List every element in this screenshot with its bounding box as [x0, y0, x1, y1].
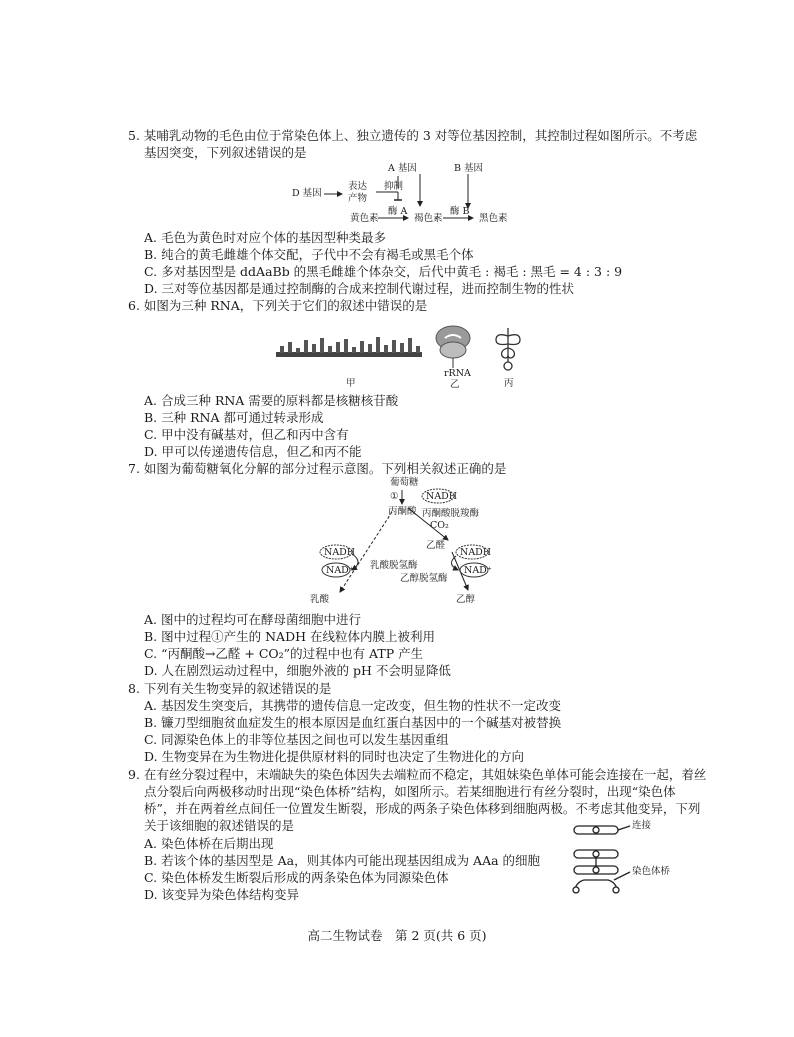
q7-option-a: A. 图中的过程均可在酵母菌细胞中进行	[144, 612, 361, 627]
q9-chromosome-bridge-diagram	[570, 818, 680, 900]
q9-stem-line4: 关于该细胞的叙述错误的是	[144, 818, 295, 833]
q9-option-c: C. 染色体桥发生断裂后形成的两条染色体为同源染色体	[144, 870, 449, 885]
q7-pyruvate-label: 丙酮酸	[388, 506, 417, 517]
q9-option-a: A. 染色体桥在后期出现	[144, 836, 274, 851]
q6-option-b: B. 三种 RNA 都可通过转录形成	[144, 410, 324, 425]
q5-enzyme-b-label: 酶 B	[450, 206, 470, 217]
q5-stem-line2: 基因突变，下列叙述错误的是	[144, 145, 307, 160]
q8-option-d: D. 生物变异在为生物进化提供原材料的同时也决定了生物进化的方向	[144, 749, 525, 764]
q7-nad-right: NAD⁺	[464, 565, 492, 576]
q7-ldh-label: 乳酸脱氢酶	[370, 560, 418, 571]
q7-co2-label: CO₂	[430, 520, 449, 531]
q8-option-a: A. 基因发生突变后，其携带的遗传信息一定改变，但生物的性状不一定改变	[144, 698, 561, 713]
q5-black-pigment: 黑色素	[479, 213, 508, 224]
q7-option-b: B. 图中过程①产生的 NADH 在线粒体内膜上被利用	[144, 629, 435, 644]
trna-icon	[496, 328, 520, 370]
q7-nadh-top: NADH	[426, 491, 458, 502]
q9-stem-line1: 9. 在有丝分裂过程中，末端缺失的染色体因失去端粒而不稳定，其姐妹染色单体可能会连接在一起，着丝	[128, 767, 707, 782]
q5-stem-line1: 5. 某哺乳动物的毛色由位于常染色体上、独立遗传的 3 对等位基因控制，其控制过程如图所示。不考虑	[128, 128, 698, 143]
q6-option-a: A. 合成三种 RNA 需要的原料都是核糖核苷酸	[144, 393, 399, 408]
mrna-strand-icon	[276, 337, 422, 357]
q6-label-rrna: rRNA	[444, 368, 471, 379]
q7-option-c: C. “丙酮酸→乙醛 + CO₂”的过程中也有 ATP 产生	[144, 646, 424, 661]
q5-option-c: C. 多对基因型是 ddAaBb 的黑毛雌雄个体杂交，后代中黄毛 : 褐毛 : 黑毛 = 4 : 3 : 9	[144, 264, 623, 279]
q6-stem: 6. 如图为三种 RNA，下列关于它们的叙述中错误的是	[128, 298, 428, 313]
q5-brown-pigment: 褐色素	[414, 213, 443, 224]
q6-label-yi: 乙	[450, 379, 460, 390]
chromosome-icon	[573, 826, 630, 893]
q8-option-c: C. 同源染色体上的非等位基因之间也可以发生基因重组	[144, 732, 449, 747]
q7-step-1-label: ①	[390, 491, 399, 502]
q5-expression-label: 表达	[348, 181, 368, 192]
q8-stem: 8. 下列有关生物变异的叙述错误的是	[128, 681, 332, 696]
q5-inhibit-label: 抑制	[384, 181, 404, 192]
q5-option-b: B. 纯合的黄毛雌雄个体交配，子代中不会有褐毛或黑毛个体	[144, 247, 474, 262]
q5-enzyme-a-label: 酶 A	[388, 206, 408, 217]
q9-option-d: D. 该变异为染色体结构变异	[144, 887, 300, 902]
q9-chromosome-shapes	[570, 818, 680, 900]
q5-d-gene-label: D 基因	[292, 188, 322, 199]
q5-option-a: A. 毛色为黄色时对应个体的基因型种类最多	[144, 230, 386, 245]
q5-option-d: D. 三对等位基因都是通过控制酶的合成来控制代谢过程，进而控制生物的性状	[144, 281, 575, 296]
q7-adh-label: 乙醇脱氢酶	[400, 573, 448, 584]
q5-gene-pathway-diagram	[290, 160, 550, 232]
q5-product-label: 产物	[348, 193, 368, 204]
q8-option-b: B. 镰刀型细胞贫血症发生的根本原因是血红蛋白基因中的一个碱基对被替换	[144, 715, 562, 730]
q7-nadh-right: NADH	[460, 547, 492, 558]
q6-rna-shapes	[270, 322, 540, 390]
q7-acetaldehyde-label: 乙醛	[426, 540, 446, 551]
q7-glucose-pathway-diagram	[310, 474, 510, 608]
q7-nad-left: NAD⁺	[326, 565, 354, 576]
q7-lactate-label: 乳酸	[310, 594, 330, 605]
q7-glucose-label: 葡萄糖	[390, 477, 419, 488]
q7-pdc-label: 丙酮酸脱羧酶	[422, 508, 480, 519]
q9-bridge-label: 染色体桥	[632, 866, 671, 877]
ribosome-icon	[436, 326, 470, 368]
q6-rna-diagram	[270, 322, 540, 390]
q6-option-c: C. 甲中没有碱基对，但乙和丙中含有	[144, 427, 349, 442]
q5-yellow-pigment: 黄色素	[350, 213, 379, 224]
q9-connect-label: 连接	[632, 820, 652, 831]
q9-option-b: B. 若该个体的基因型是 Aa，则其体内可能出现基因组成为 AAa 的细胞	[144, 853, 541, 868]
q7-pathway-arrows	[310, 474, 510, 608]
q7-option-d: D. 人在剧烈运动过程中，细胞外液的 pH 不会明显降低	[144, 663, 451, 678]
page-footer: 高二生物试卷 第 2 页(共 6 页)	[307, 928, 487, 943]
q5-b-gene-label: B 基因	[454, 163, 484, 174]
q6-label-bing: 丙	[504, 378, 514, 389]
q7-ethanol-label: 乙醇	[456, 594, 476, 605]
q5-a-gene-label: A 基因	[388, 163, 417, 174]
q9-stem-line3: 桥”，并在两着丝点间任一位置发生断裂，形成的两条子染色体移到细胞两极。不考虑其他变异，下列	[144, 801, 701, 816]
q6-label-jia: 甲	[346, 378, 356, 389]
q7-nadh-left: NADH	[324, 547, 356, 558]
q7-stem: 7. 如图为葡萄糖氧化分解的部分过程示意图。下列相关叙述正确的是	[128, 461, 507, 476]
q6-option-d: D. 甲可以传递遗传信息，但乙和丙不能	[144, 444, 362, 459]
q9-stem-line2: 点分裂后向两极移动时出现“染色体桥”结构，如图所示。若某细胞进行有丝分裂时，出现“染色体	[144, 784, 676, 799]
